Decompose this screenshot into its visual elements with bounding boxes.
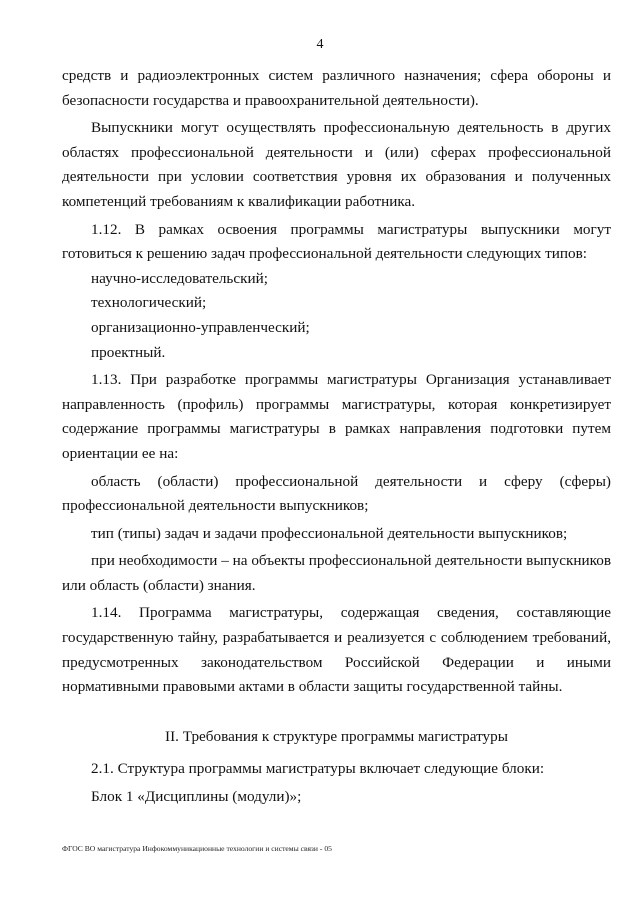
task-types-list	[62, 267, 611, 365]
paragraph-continuation: средств и радиоэлектронных систем различного назначения; сфера обороны и безопасности государства и правоохранительной деятельности).	[62, 67, 611, 109]
list-item-technological: технологический;	[91, 294, 207, 312]
orientation-list	[62, 470, 611, 599]
page-number: 4	[316, 37, 324, 52]
orientation-item-objects: при необходимости – на объекты профессиональной деятельности выпускников или область (области) знания.	[62, 552, 611, 594]
list-item-organizational: организационно-управленческий;	[91, 318, 310, 336]
orientation-item-area: область (области) профессиональной деятельности и сферу (сферы) профессиональной деятельности выпускников;	[62, 472, 611, 515]
list-item-project: проектный.	[91, 343, 166, 361]
document-body	[62, 64, 611, 810]
paragraph-1-13: 1.13. При разработке программы магистратуры Организация устанавливает направленность (профиль) программы магистратуры, которая конкретизирует содержание программы магистратуры в рамках направления подготовки путем ориентации ее на:	[62, 371, 611, 462]
paragraph-graduates-other-areas: Выпускники могут осуществлять профессиональную деятельность в других областях профессиональной деятельности и (или) сферах профессиональной деятельности при условии соответствия уровня их образования и полученных компетенций требованиям к квалификации работника.	[62, 119, 611, 210]
section-heading: II. Требования к структуре программы магистратуры	[165, 727, 508, 745]
list-item-research: научно-исследовательский;	[91, 269, 268, 287]
page-footer: ФГОС ВО магистратура Инфокоммуникационные технологии и системы связи - 05	[62, 844, 332, 853]
paragraph-1-14: 1.14. Программа магистратуры, содержащая сведения, составляющие государственную тайну, разрабатывается и реализуется с соблюдением требований, предусмотренных законодательством Российской Федерации и иными нормативными правовыми актами в области защиты государственной тайны.	[62, 604, 611, 696]
paragraph-1-12: 1.12. В рамках освоения программы магистратуры выпускники могут готовиться к решению задач профессиональной деятельности следующих типов:	[62, 220, 611, 263]
paragraph-2-1: 2.1. Структура программы магистратуры включает следующие блоки:	[91, 760, 545, 778]
orientation-item-task-type: тип (типы) задач и задачи профессиональной деятельности выпускников;	[91, 524, 568, 542]
block-1-item: Блок 1 «Дисциплины (модули)»;	[91, 788, 302, 806]
